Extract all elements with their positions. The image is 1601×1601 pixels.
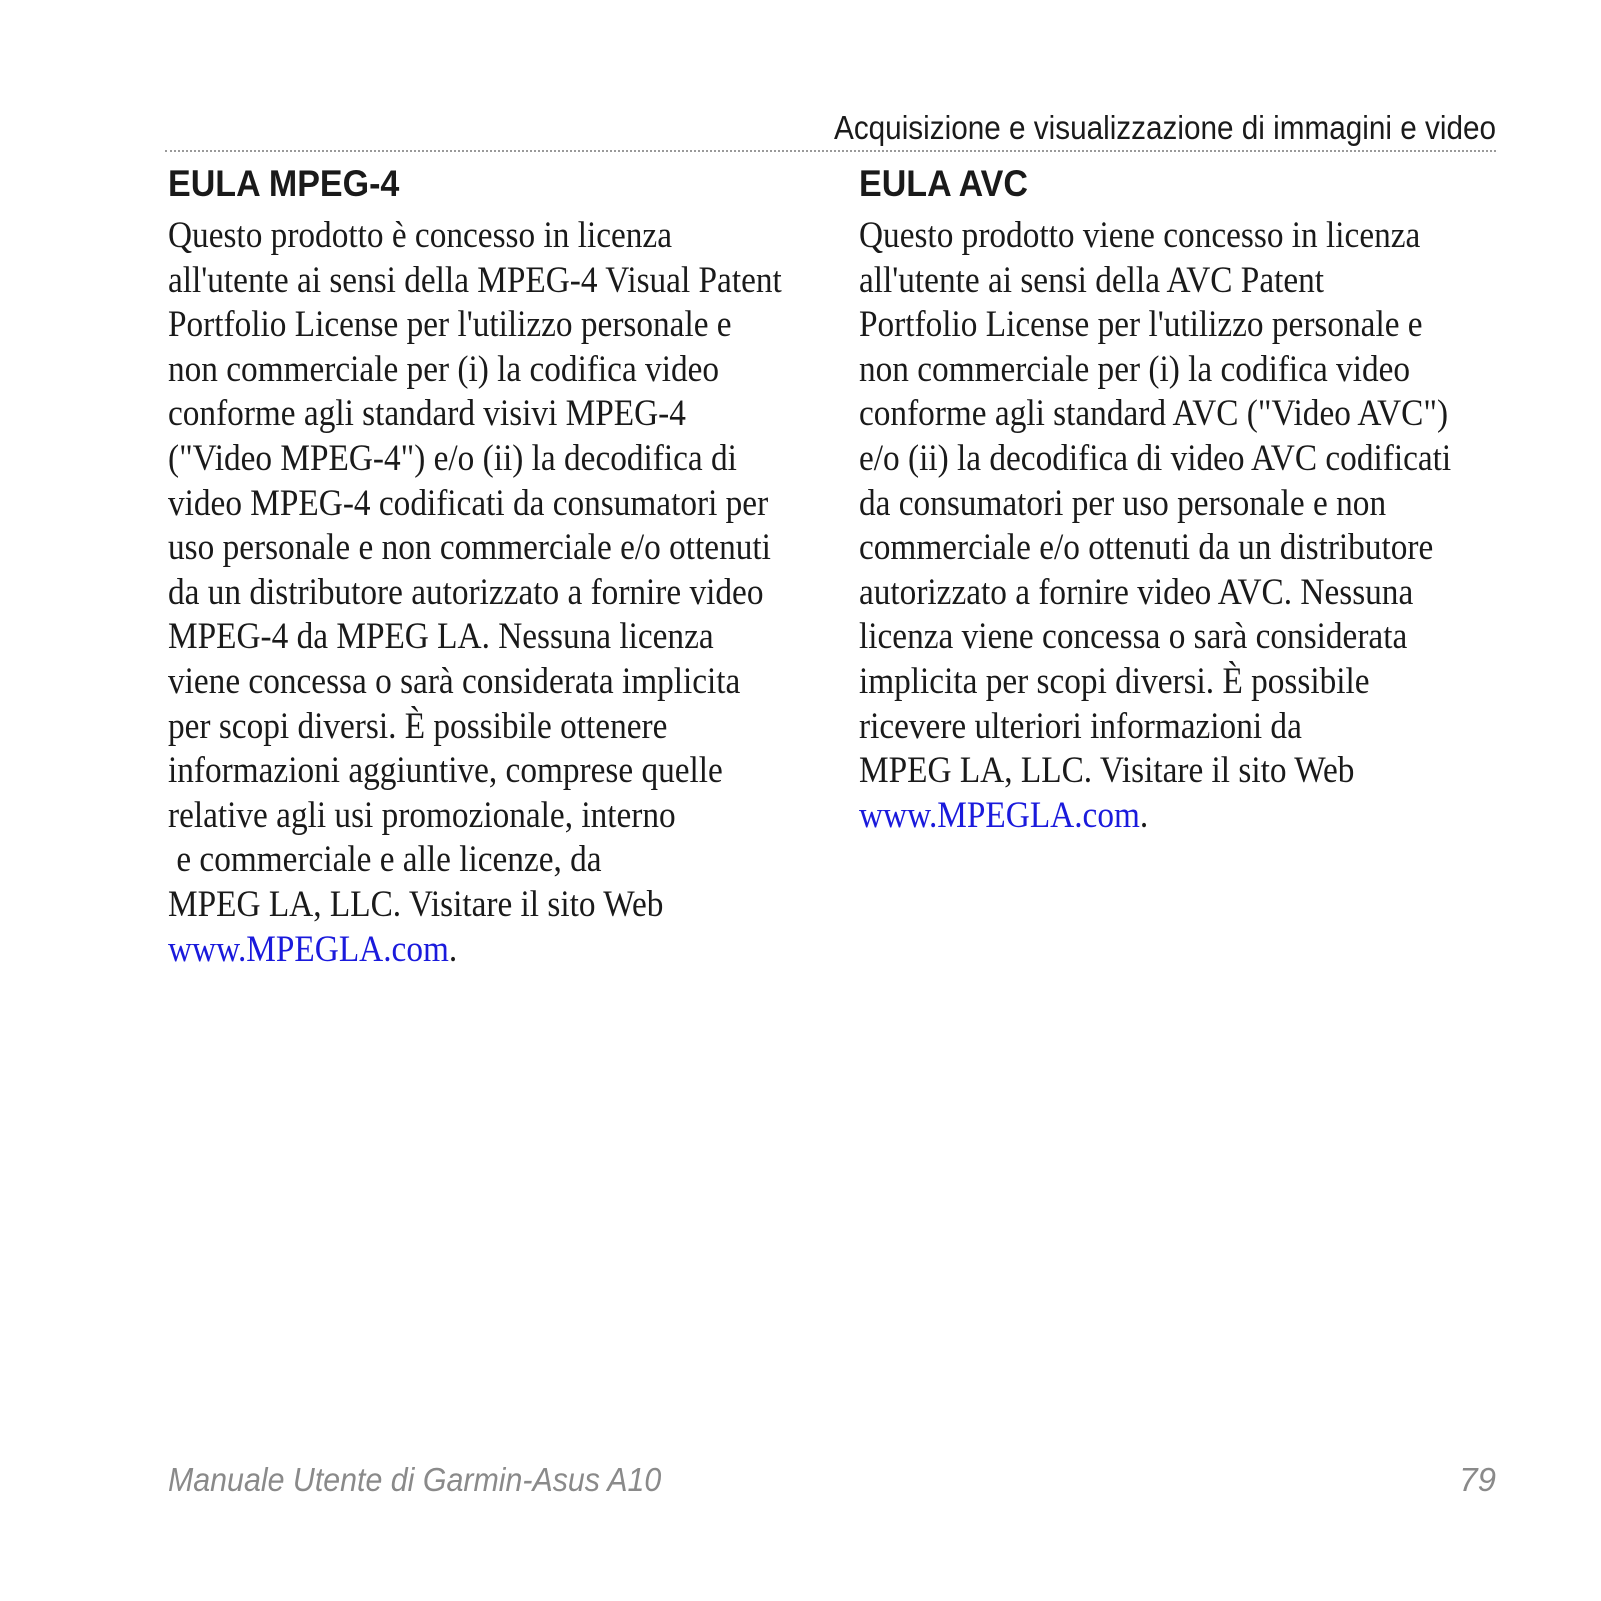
link-line (859, 794, 1499, 839)
section-title: EULA MPEG-4 (168, 163, 400, 204)
section-title: EULA AVC (859, 163, 1028, 204)
body-line: video MPEG-4 codificati da consumatori per (168, 482, 769, 524)
body-line: implicita per scopi diversi. È possibile (859, 660, 1370, 702)
section-eula-avc (859, 160, 1499, 838)
body-line: conforme agli standard visivi MPEG-4 (168, 393, 686, 435)
body-line: per scopi diversi. È possibile ottenere (168, 705, 668, 747)
body-line: e/o (ii) la decodifica di video AVC codificati (859, 437, 1452, 479)
body-line: Questo prodotto è concesso in licenza (168, 215, 672, 256)
body-line: MPEG LA, LLC. Visitare il sito Web (168, 883, 664, 925)
section-eula-mpeg4 (168, 160, 808, 972)
mpegla-link[interactable]: www.MPEGLA.com (859, 794, 1140, 836)
body-line: Portfolio License per l'utilizzo personale e (168, 304, 732, 346)
body-line: Portfolio License per l'utilizzo personale e (859, 304, 1423, 346)
body-line: all'utente ai sensi della AVC Patent (859, 259, 1325, 301)
body-line: commerciale e/o ottenuti da un distributore (859, 527, 1434, 569)
body-line: non commerciale per (i) la codifica video (168, 348, 720, 390)
body-line: MPEG-4 da MPEG LA. Nessuna licenza (168, 616, 714, 658)
body-line: autorizzato a fornire video AVC. Nessuna (859, 571, 1414, 613)
body-line: viene concessa o sarà considerata implicita (168, 660, 741, 702)
section-body (168, 214, 808, 972)
body-line: all'utente ai sensi della MPEG-4 Visual Patent (168, 259, 782, 301)
mpegla-link[interactable]: www.MPEGLA.com (168, 928, 449, 970)
body-line: e commerciale e alle licenze, da (168, 839, 602, 881)
body-line: licenza viene concessa o sarà considerata (859, 616, 1408, 658)
body-line: da un distributore autorizzato a fornire video (168, 571, 764, 613)
body-line: informazioni aggiuntive, comprese quelle (168, 750, 723, 792)
link-suffix: . (1139, 794, 1149, 836)
running-header: Acquisizione e visualizzazione di immagini e video (834, 109, 1496, 146)
body-line: relative agli usi promozionale, interno (168, 794, 676, 836)
body-line: MPEG LA, LLC. Visitare il sito Web (859, 750, 1355, 792)
body-line: non commerciale per (i) la codifica video (859, 348, 1411, 390)
body-line: uso personale e non commerciale e/o ottenuti (168, 527, 771, 569)
body-line: Questo prodotto viene concesso in licenza (859, 215, 1421, 256)
page-number: 79 (1459, 1461, 1496, 1498)
body-line: da consumatori per uso personale e non (859, 482, 1387, 524)
body-line: ricevere ulteriori informazioni da (859, 705, 1302, 747)
link-suffix: . (448, 928, 458, 970)
section-body (859, 214, 1499, 838)
body-line: conforme agli standard AVC ("Video AVC") (859, 393, 1449, 435)
footer-manual-title: Manuale Utente di Garmin-Asus A10 (168, 1461, 662, 1498)
header-dotted-rule (165, 150, 1496, 152)
link-line (168, 928, 808, 973)
body-line: ("Video MPEG-4") e/o (ii) la decodifica di (168, 437, 737, 479)
